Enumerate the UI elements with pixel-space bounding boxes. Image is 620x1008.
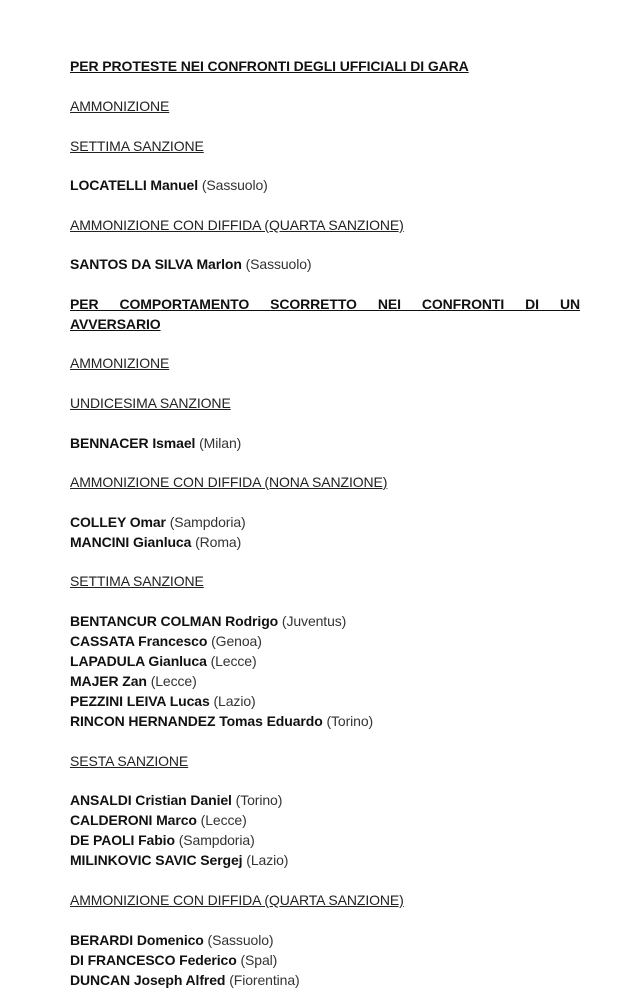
section-heading-line2: AVVERSARIO: [70, 316, 161, 332]
player-name: LOCATELLI Manuel: [70, 177, 199, 193]
player-team: (Lecce): [200, 812, 247, 828]
player-name: COLLEY Omar: [70, 514, 166, 530]
player-team: (Lecce): [150, 673, 197, 689]
player-team: (Sassuolo): [207, 932, 274, 948]
player-name: BENNACER Ismael: [70, 435, 196, 451]
player-team: (Sassuolo): [201, 177, 268, 193]
sanction-label: SETTIMA SANZIONE: [70, 138, 204, 154]
sanction-label: SESTA SANZIONE: [70, 753, 189, 769]
player-team: (Juventus): [281, 613, 347, 629]
player-name: MAJER Zan: [70, 673, 147, 689]
player-entry: [70, 533, 580, 551]
player-entry: [70, 791, 580, 809]
player-entry: [70, 612, 580, 630]
player-team: (Torino): [326, 713, 374, 729]
player-name: DUNCAN Joseph Alfred: [70, 972, 226, 988]
player-name: MILINKOVIC SAVIC Sergej: [70, 852, 243, 868]
player-entry: [70, 672, 580, 690]
player-entry: [70, 971, 580, 989]
player-name: ANSALDI Cristian Daniel: [70, 792, 232, 808]
player-name: CALDERONI Marco: [70, 812, 197, 828]
player-name: PEZZINI LEIVA Lucas: [70, 693, 210, 709]
player-entry: [70, 632, 580, 650]
player-entry: [70, 811, 580, 829]
sanction-label: AMMONIZIONE CON DIFFIDA (QUARTA SANZIONE): [70, 217, 404, 233]
sanction-label: SETTIMA SANZIONE: [70, 573, 204, 589]
player-entry: [70, 176, 580, 194]
player-entry: [70, 652, 580, 670]
player-team: (Milan): [199, 435, 242, 451]
player-team: (Sampdoria): [178, 832, 255, 848]
player-entry: [70, 255, 580, 273]
player-entry: [70, 931, 580, 949]
section-heading-line1: PER COMPORTAMENTO SCORRETTO NEI CONFRONTI DI UN: [70, 296, 580, 312]
player-entry: [70, 513, 580, 531]
player-name: DI FRANCESCO Federico: [70, 952, 237, 968]
player-entry: [70, 692, 580, 710]
player-team: (Roma): [195, 534, 242, 550]
player-name: DE PAOLI Fabio: [70, 832, 175, 848]
player-entry: [70, 951, 580, 969]
player-name: BERARDI Domenico: [70, 932, 204, 948]
section-heading: PER PROTESTE NEI CONFRONTI DEGLI UFFICIALI DI GARA: [70, 58, 469, 74]
sanction-type: AMMONIZIONE: [70, 98, 170, 114]
player-entry: [70, 851, 580, 869]
player-team: (Sassuolo): [245, 256, 312, 272]
player-team: (Genoa): [211, 633, 262, 649]
player-name: MANCINI Gianluca: [70, 534, 192, 550]
player-entry: [70, 712, 580, 730]
player-team: (Lecce): [210, 653, 257, 669]
player-team: (Fiorentina): [229, 972, 300, 988]
player-entry: [70, 831, 580, 849]
sanction-label: AMMONIZIONE CON DIFFIDA (NONA SANZIONE): [70, 474, 388, 490]
sanction-label: AMMONIZIONE CON DIFFIDA (QUARTA SANZIONE): [70, 892, 404, 908]
player-name: BENTANCUR COLMAN Rodrigo: [70, 613, 279, 629]
player-team: (Lazio): [213, 693, 256, 709]
player-entry: [70, 434, 580, 452]
sanction-type: AMMONIZIONE: [70, 355, 170, 371]
player-team: (Lazio): [246, 852, 289, 868]
player-name: CASSATA Francesco: [70, 633, 208, 649]
player-team: (Torino): [235, 792, 283, 808]
player-name: LAPADULA Gianluca: [70, 653, 207, 669]
player-team: (Spal): [240, 952, 278, 968]
player-name: SANTOS DA SILVA Marlon: [70, 256, 242, 272]
sanction-label: UNDICESIMA SANZIONE: [70, 395, 231, 411]
player-team: (Sampdoria): [169, 514, 246, 530]
player-name: RINCON HERNANDEZ Tomas Eduardo: [70, 713, 323, 729]
